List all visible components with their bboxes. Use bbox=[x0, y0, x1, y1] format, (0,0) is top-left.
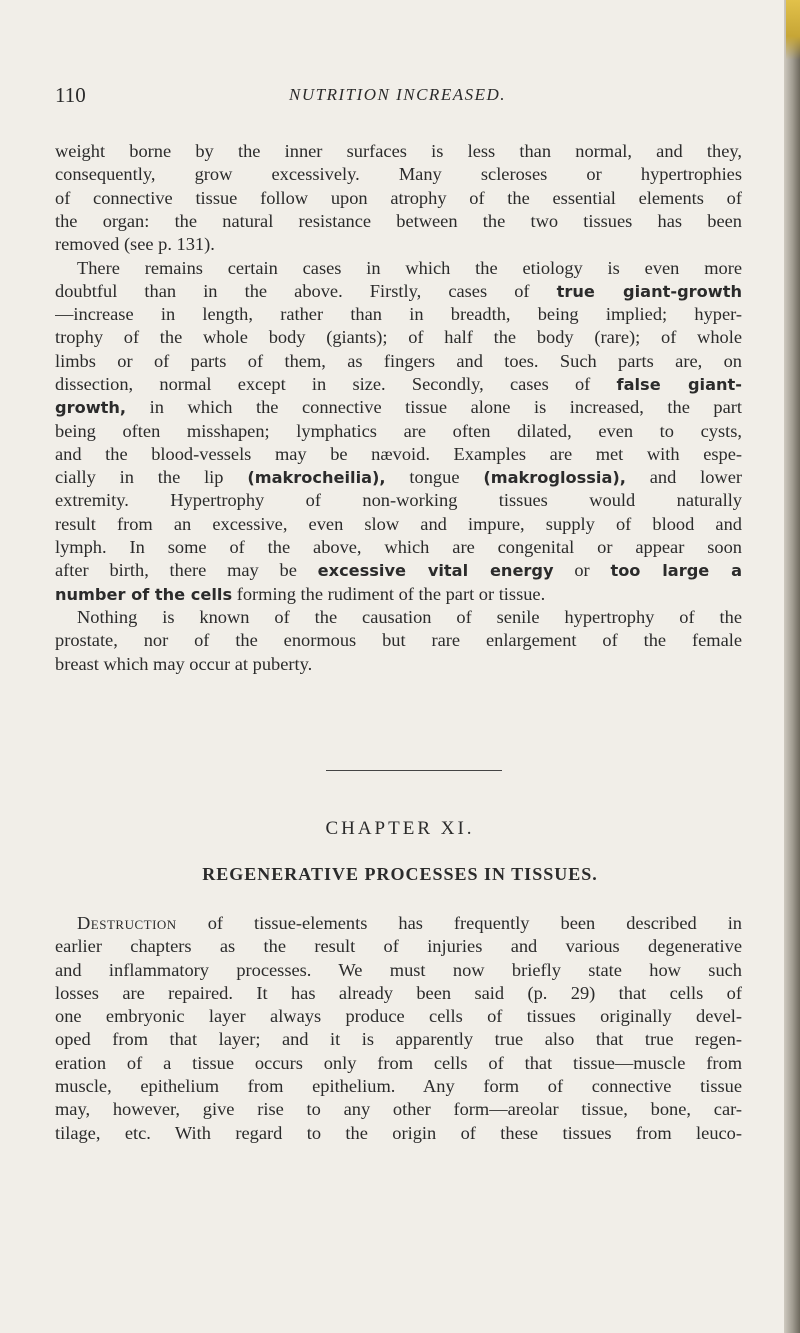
text-line: trophy of the whole body (giants); of half the body (rare); of whole bbox=[55, 327, 742, 348]
text-line: the organ: the natural resistance between the two tissues has been bbox=[55, 210, 742, 231]
text-line: one embryonic layer always produce cells of tissues originally devel- bbox=[55, 1006, 742, 1027]
bold-term: true giant-growth bbox=[556, 281, 742, 301]
text-line bbox=[55, 280, 742, 303]
text-line: lymph. In some of the above, which are congenital or appear soon bbox=[55, 537, 742, 558]
text-line: oped from that layer; and it is apparently true also that true regen- bbox=[55, 1029, 742, 1050]
text-span: and lower bbox=[649, 467, 742, 488]
text-line: eration of a tissue occurs only from cells of that tissue—muscle from bbox=[55, 1052, 742, 1073]
text-line: earlier chapters as the result of injuries and various degenerative bbox=[55, 936, 742, 957]
paragraph-4 bbox=[55, 912, 742, 1145]
text-line bbox=[55, 396, 742, 419]
text-line: of connective tissue follow upon atrophy of the essential elements of bbox=[55, 187, 742, 208]
chapter-number: CHAPTER XI. bbox=[325, 818, 475, 839]
text-span: dissection, normal except in size. Secondly, cases of bbox=[55, 373, 591, 394]
text-span: or bbox=[574, 560, 590, 581]
lead-word: Destruction bbox=[77, 913, 177, 933]
text-line: result from an excessive, even slow and impure, supply of blood and bbox=[55, 513, 742, 534]
text-line: losses are repaired. It has already been said (p. 29) that cells of bbox=[55, 982, 742, 1003]
text-line: being often misshapen; lymphatics are often dilated, even to cysts, bbox=[55, 420, 742, 441]
text-line bbox=[55, 373, 742, 396]
text-line: consequently, grow excessively. Many scleroses or hypertrophies bbox=[55, 164, 742, 185]
text-line: Nothing is known of the causation of senile hypertrophy of the bbox=[77, 607, 742, 627]
text-span: tongue bbox=[409, 467, 460, 488]
running-head: NUTRITION INCREASED. bbox=[289, 85, 506, 104]
page-corner-tab bbox=[786, 0, 800, 60]
text-line: limbs or of parts of them, as fingers and toes. Such parts are, on bbox=[55, 350, 742, 371]
text-span: after birth, there may be bbox=[55, 560, 297, 581]
paragraph-2 bbox=[55, 257, 742, 606]
text-line: tilage, etc. With regard to the origin of these tissues from leuco- bbox=[55, 1122, 742, 1143]
text-line: removed (see p. 131). bbox=[55, 234, 215, 255]
text-line: and the blood-vessels may be nævoid. Examples are met with espe- bbox=[55, 443, 742, 464]
text-line: muscle, epithelium from epithelium. Any form of connective tissue bbox=[55, 1076, 742, 1097]
text-line: prostate, nor of the enormous but rare enlargement of the female bbox=[55, 630, 742, 651]
paragraph-3 bbox=[55, 606, 742, 676]
text-span: doubtful than in the above. Firstly, cases of bbox=[55, 280, 530, 301]
text-line: may, however, give rise to any other form—areolar tissue, bone, car- bbox=[55, 1099, 742, 1120]
text-span: forming the rudiment of the part or tissue. bbox=[236, 583, 546, 604]
text-span: of tissue-elements has frequently been described in bbox=[207, 913, 742, 933]
page-header bbox=[55, 83, 740, 113]
bold-term: excessive vital energy bbox=[317, 561, 554, 581]
text-line bbox=[55, 559, 742, 582]
bold-term: (makrocheilia), bbox=[247, 468, 386, 488]
text-span: in which the connective tissue alone is increased, the part bbox=[149, 397, 742, 418]
text-line: —increase in length, rather than in breadth, being implied; hyper- bbox=[55, 304, 742, 325]
chapter-title: REGENERATIVE PROCESSES IN TISSUES. bbox=[202, 864, 598, 884]
bold-term: number of the cells bbox=[55, 584, 233, 604]
text-span: cially in the lip bbox=[55, 467, 224, 488]
text-line: weight borne by the inner surfaces is less than normal, and they, bbox=[55, 141, 742, 161]
text-line: and inflammatory processes. We must now briefly state how such bbox=[55, 959, 742, 980]
page-number: 110 bbox=[55, 83, 86, 107]
bold-term: (makroglossia), bbox=[483, 468, 626, 488]
text-line: breast which may occur at puberty. bbox=[55, 653, 313, 674]
text-line: There remains certain cases in which the etiology is even more bbox=[77, 257, 742, 278]
bold-term: growth, bbox=[55, 398, 127, 418]
paragraph-1 bbox=[55, 140, 742, 256]
text-line bbox=[55, 912, 742, 935]
bold-term: too large a bbox=[610, 561, 742, 581]
text-line: extremity. Hypertrophy of non-working tissues would naturally bbox=[55, 490, 742, 511]
text-line bbox=[55, 583, 742, 606]
page-edge bbox=[784, 0, 800, 1333]
bold-term: false giant- bbox=[616, 374, 742, 394]
section-divider bbox=[326, 770, 502, 771]
text-line bbox=[55, 466, 742, 489]
